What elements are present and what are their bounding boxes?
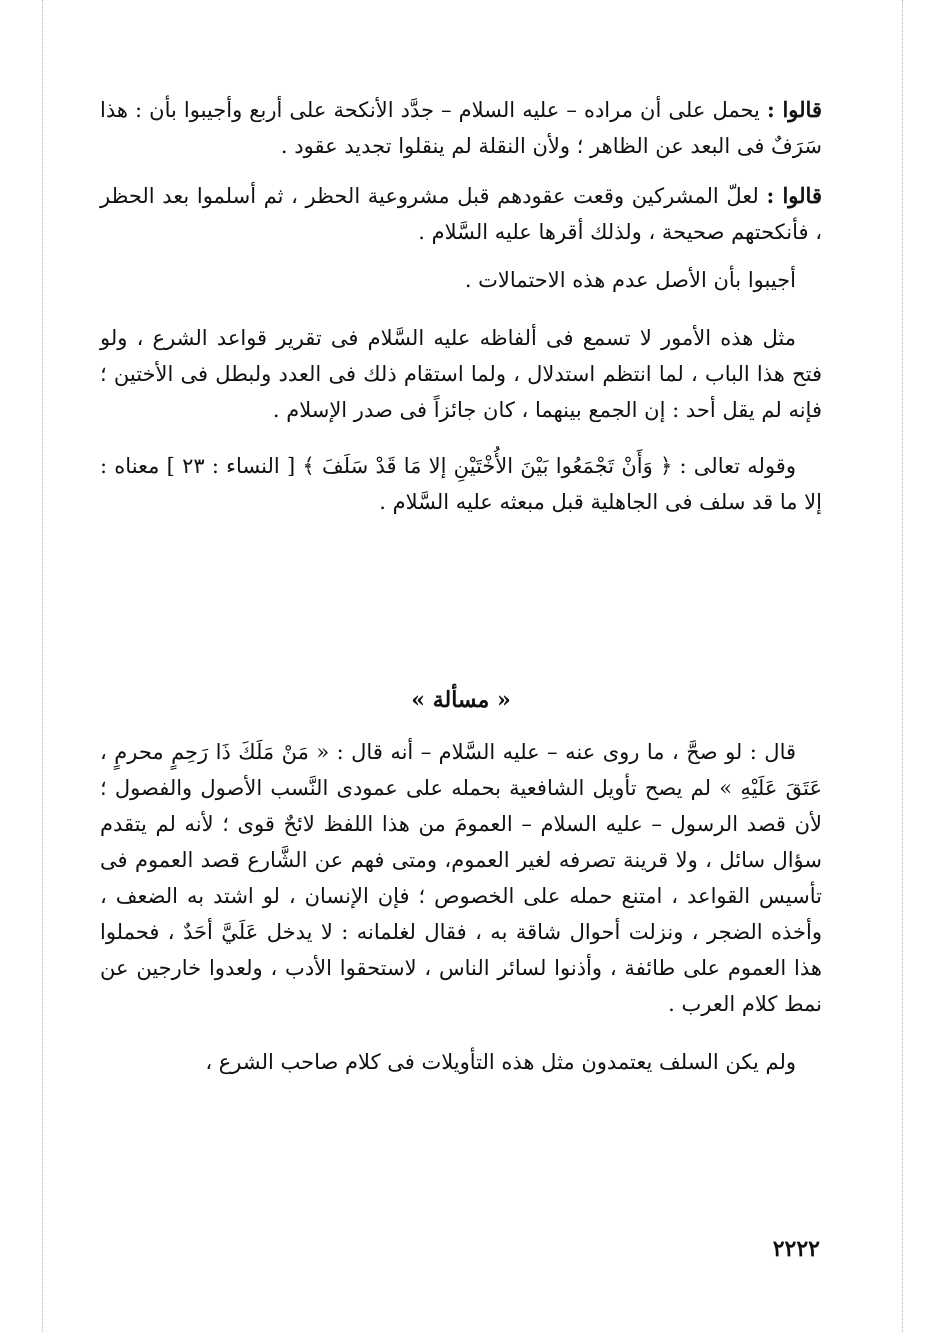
paragraph-2: [100, 178, 822, 250]
paragraph-5: [100, 448, 822, 520]
paragraph-6: [100, 734, 822, 1022]
paragraph-3-text: أجيبوا بأن الأصل عدم هذه الاحتمالات .: [464, 268, 796, 292]
paragraph-6-text: قال : لو صحَّ ، ما روى عنه – عليه السَّلام – أنه قال : « مَنْ مَلَكَ ذَا رَحِمٍ محرمٍ ، عَتَقَ عَلَيْهِ » لم يصح تأويل الشافعية بحمله على عمودى النَّسب الأصول والفصول ؛ لأن قصد الرسول – عليه السلام – العمومَ من هذا اللفظ لائحٌ قوى ؛ لأنه لم يتقدم سؤال سائل ، ولا قرينة تصرفه لغير العموم، ومتى فهم عن الشَّارع قصد العموم فى تأسيس القواعد ، امتنع حمله على الخصوص ؛ فإن الإنسان ، لو اشتد به الضعف ، وأخذه الضجر ، ونزلت أحوال شاقة به ، فقال لغلمانه : لا يدخل عَلَيَّ أحَدٌ ، فحملوا هذا العموم على طائفة ، وأذنوا لسائر الناس ، لاستحقوا الأدب ، ولعدوا خارجين عن نمط كلام العرب .: [100, 740, 822, 1016]
paragraph-5-text: وقوله تعالى : ﴿ وَأَنْ تَجْمَعُوا بَيْنَ الأُخْتَيْنِ إلا مَا قَدْ سَلَفَ ﴾ [ النساء : ٢٣ ] معناه : إلا ما قد سلف فى الجاهلية قبل مبعثه عليه السَّلام .: [100, 454, 822, 514]
left-page-edge: [42, 0, 43, 1332]
paragraph-7-text: ولم يكن السلف يعتمدون مثل هذه التأويلات فى كلام صاحب الشرع ،: [205, 1050, 796, 1074]
paragraph-4: [100, 320, 822, 428]
paragraph-1-text: يحمل على أن مراده – عليه السلام – جدَّد الأنكحة على أربع وأجيبوا بأن : هذا سَرَفٌ فى البعد عن الظاهر ؛ ولأن النقلة لم ينقلوا تجديد عقود .: [100, 98, 822, 158]
upper-text-block: [100, 92, 822, 520]
page-number: ٢٢٢٢: [772, 1236, 820, 1262]
paragraph-4-text: مثل هذه الأمور لا تسمع فى ألفاظه عليه السَّلام فى تقرير قواعد الشرع ، ولو فتح هذا الباب ، لما انتظم استدلال ، ولما استقام ذلك فى العدد ولبطل فى الأختين ؛ فإنه لم يقل أحد : إن الجمع بينهما ، كان جائزاً فى صدر الإسلام .: [100, 326, 822, 422]
paragraph-7: [100, 1044, 822, 1080]
paragraph-2-text: لعلّ المشركين وقعت عقودهم قبل مشروعية الحظر ، ثم أسلموا بعد الحظر ، فأنكحتهم صحيحة ، ولذلك أقرها عليه السَّلام .: [100, 184, 822, 244]
lower-text-block: [100, 734, 822, 1080]
paragraph-2-lead: قالوا :: [766, 183, 822, 208]
section-heading: « مسألة »: [411, 687, 511, 713]
paragraph-3: [100, 262, 822, 298]
paragraph-1: [100, 92, 822, 164]
paragraph-1-lead: قالوا :: [767, 97, 822, 122]
right-page-edge: [902, 0, 903, 1332]
